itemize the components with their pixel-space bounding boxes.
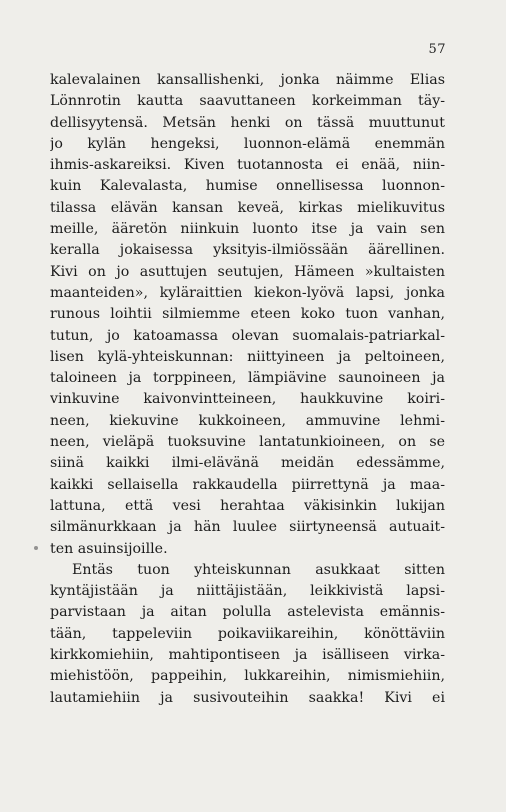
text-line: Kivi on jo asuttujen seutujen, Hämeen »kultaisten xyxy=(50,263,445,280)
page-number: 57 xyxy=(428,42,446,57)
text-line: kyntäjistään ja niittäjistään, leikkivistä lapsi- xyxy=(50,583,445,600)
text-line: taloineen ja torppineen, lämpiävine saunoineen ja xyxy=(50,370,445,387)
text-line: Lönnrotin kautta saavuttaneen korkeimman täy- xyxy=(50,93,445,110)
text-line: lisen kylä-yhteiskunnan: niittyineen ja peltoineen, xyxy=(50,348,445,365)
text-line: meille, ääretön niinkuin luonto itse ja vain sen xyxy=(50,221,445,238)
text-line: siinä kaikki ilmi-elävänä meidän edessämme, xyxy=(50,455,445,472)
paragraph-end-line: ten asuinsijoille. xyxy=(50,540,168,557)
text-line: lautamiehiin ja susivouteihin saakka! Kivi ei xyxy=(50,689,445,706)
text-line: kirkkomiehiin, mahtipontiseen ja isälliseen virka- xyxy=(50,647,445,664)
margin-mark xyxy=(34,546,38,550)
text-line: silmänurkkaan ja hän luulee siirtyneensä autuait- xyxy=(50,519,445,536)
text-line: neen, kiekuvine kukkoineen, ammuvine lehmi- xyxy=(50,412,445,429)
text-line: lattuna, että vesi herahtaa väkisinkin lukijan xyxy=(50,497,445,514)
text-line: ihmis-askareiksi. Kiven tuotannosta ei enää, niin- xyxy=(50,157,445,174)
text-line: jo kylän hengeksi, luonnon-elämä enemmän xyxy=(50,135,445,152)
paragraph-start-line: Entäs tuon yhteiskunnan asukkaat sitten xyxy=(72,561,445,578)
text-line: tään, tappeleviin poikaviikareihin, könöttäviin xyxy=(50,625,445,642)
text-line: maanteiden», kyläraittien kiekon-lyövä lapsi, jonka xyxy=(50,284,445,301)
text-line: kuin Kalevalasta, humise onnellisessa luonnon- xyxy=(50,178,445,195)
text-line: neen, vieläpä tuoksuvine lantatunkioineen, on se xyxy=(50,434,445,451)
body-text xyxy=(50,70,445,709)
text-line: tilassa elävän kansan keveä, kirkas mielikuvitus xyxy=(50,199,445,216)
text-line: runous loihtii silmiemme eteen koko tuon vanhan, xyxy=(50,306,445,323)
text-line: miehistöön, pappeihin, lukkareihin, nimismiehiin, xyxy=(50,668,445,685)
text-line: dellisyytensä. Metsän henki on tässä muuttunut xyxy=(50,114,445,131)
text-line: kaikki sellaisella rakkaudella piirrettynä ja maa- xyxy=(50,476,445,493)
text-line: vinkuvine kaivonvintteineen, haukkuvine koiri- xyxy=(50,391,445,408)
text-line: tutun, jo katoamassa olevan suomalais-patriarkal- xyxy=(50,327,445,344)
text-line: keralla jokaisessa yksityis-ilmiössään äärellinen. xyxy=(50,242,445,259)
text-line: parvistaan ja aitan polulla astelevista emännis- xyxy=(50,604,445,621)
text-line: kalevalainen kansallishenki, jonka näimme Elias xyxy=(50,72,445,88)
